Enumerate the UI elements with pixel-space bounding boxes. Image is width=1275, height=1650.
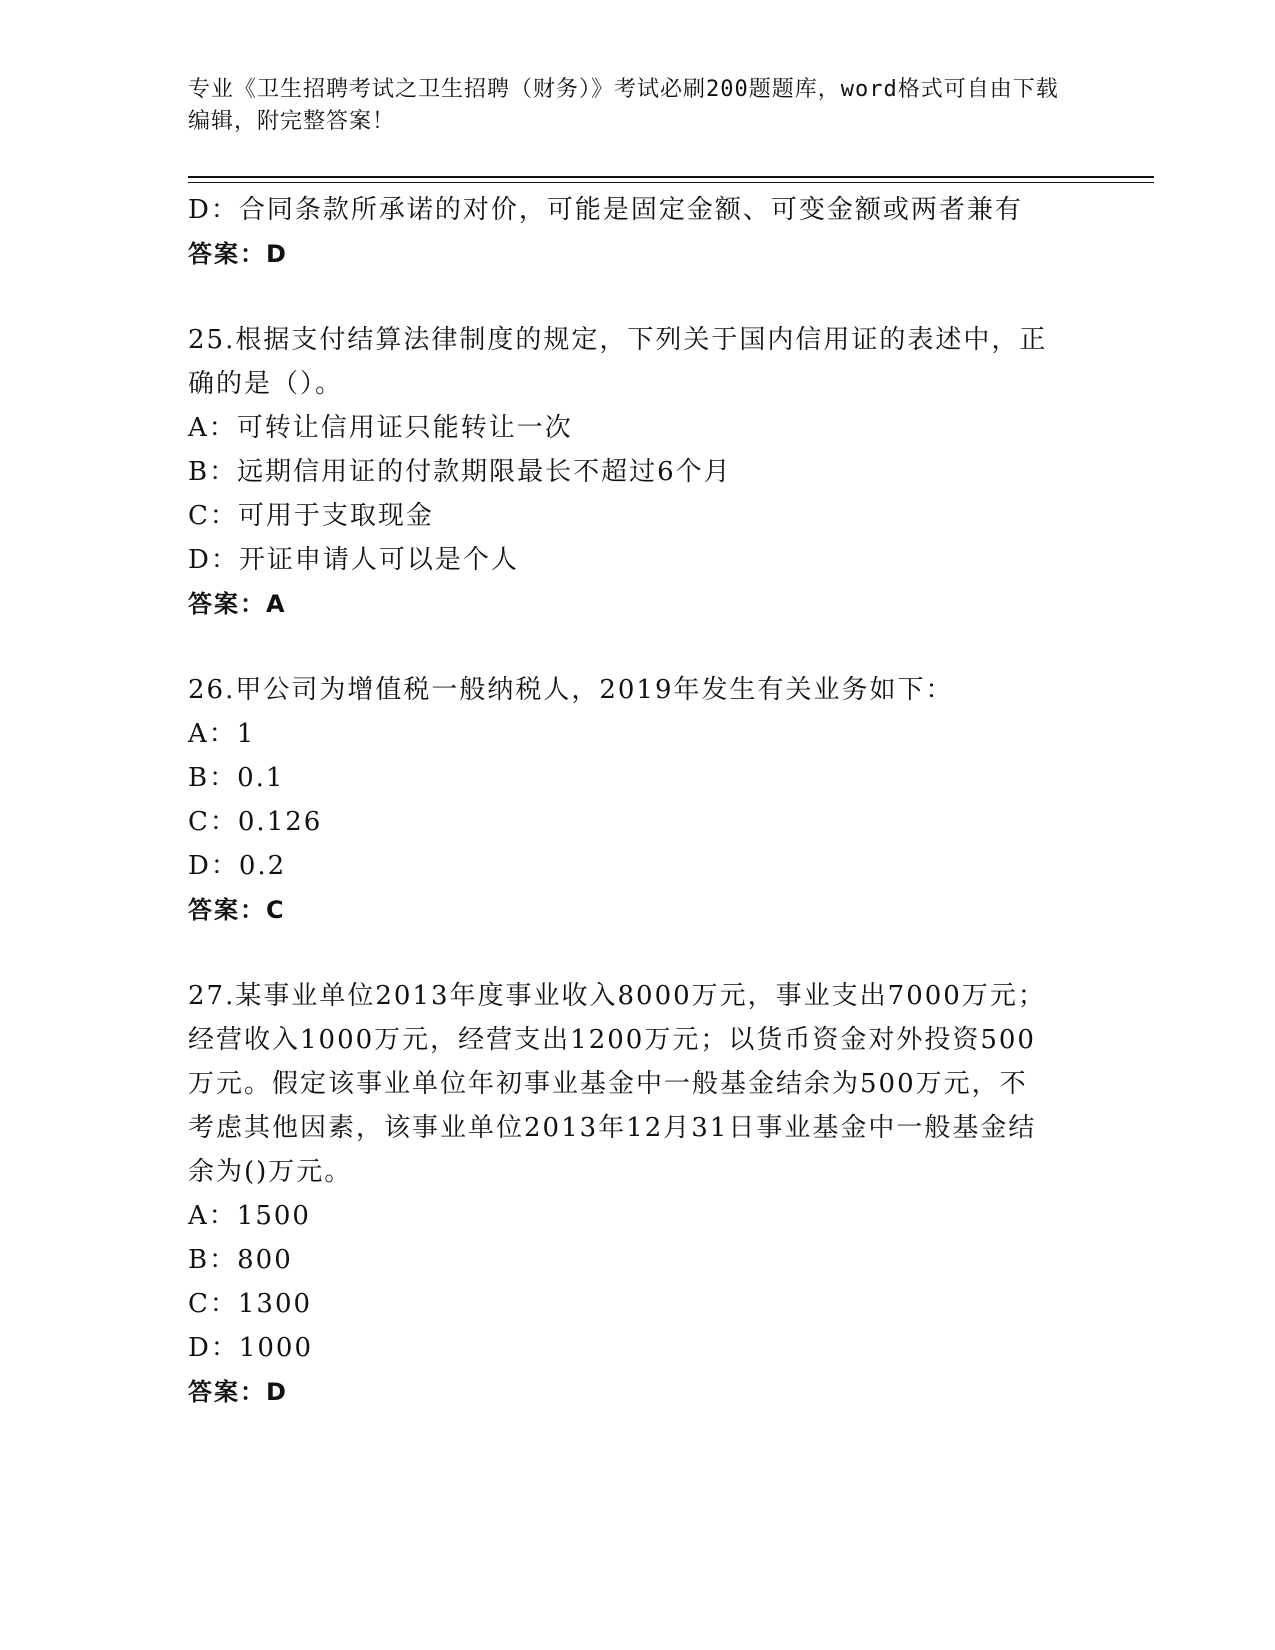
q26-answer: 答案：C [188,896,286,924]
prev-question-option-d: D：合同条款所承诺的对价，可能是固定金额、可变金额或两者兼有 [188,195,1023,225]
q27-stem-line-4: 考虑其他因素，该事业单位2013年12月31日事业基金中一般基金结 [188,1113,1037,1143]
q25-option-b: B：远期信用证的付款期限最长不超过6个月 [188,457,732,487]
q25-stem-line-1: 25.根据支付结算法律制度的规定，下列关于国内信用证的表述中，正 [188,325,1048,355]
q26-option-d: D：0.2 [188,851,287,881]
q27-stem-line-2: 经营收入1000万元，经营支出1200万元；以货币资金对外投资500 [188,1025,1036,1055]
q25-stem-line-2: 确的是（）。 [188,369,344,399]
q27-option-b: B：800 [188,1245,293,1275]
header-divider-thin [188,182,1154,183]
q26-option-b: B：0.1 [188,763,285,793]
q27-stem-line-3: 万元。假定该事业单位年初事业基金中一般基金结余为500万元，不 [188,1069,1028,1099]
q27-option-d: D：1000 [188,1333,314,1363]
q27-stem-line-1: 27.某事业单位2013年度事业收入8000万元，事业支出7000万元； [188,981,1046,1011]
q27-stem-line-5: 余为()万元。 [188,1157,353,1187]
q25-option-c: C：可用于支取现金 [188,501,434,531]
q26-option-a: A：1 [188,719,256,749]
q26-stem-line-1: 26.甲公司为增值税一般纳税人，2019年发生有关业务如下： [188,675,954,705]
header-divider-thick [188,176,1154,178]
q25-answer: 答案：A [188,590,287,618]
q27-option-a: A：1500 [188,1201,311,1231]
q27-option-c: C：1300 [188,1289,313,1319]
prev-question-answer: 答案：D [188,240,288,268]
q25-option-a: A：可转让信用证只能转让一次 [188,413,573,443]
document-header-title: 专业《卫生招聘考试之卫生招聘（财务）》考试必刷200题题库，word格式可自由下载编辑，附完整答案！ [188,77,1059,134]
q25-option-d: D：开证申请人可以是个人 [188,545,519,575]
q26-option-c: C：0.126 [188,807,323,837]
q27-answer: 答案：D [188,1378,288,1406]
